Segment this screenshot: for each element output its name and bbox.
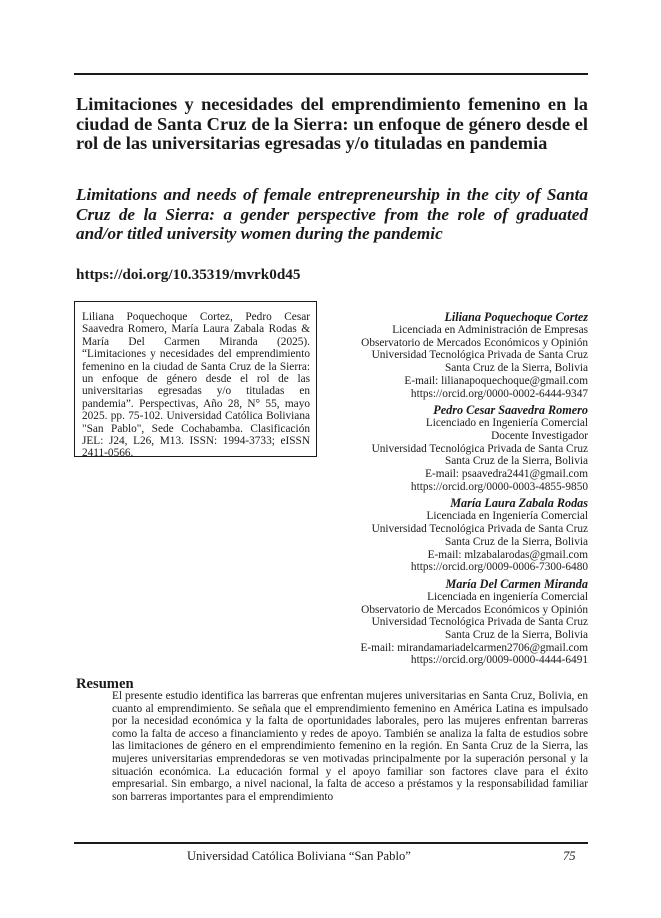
author-email[interactable]: E-mail: mlzabalarodas@gmail.com [427, 548, 588, 561]
author-email[interactable]: E-mail: mirandamariadelcarmen2706@gmail.com [360, 641, 588, 654]
footer-institution: Universidad Católica Boliviana “San Pablo” [187, 849, 411, 863]
author-university: Universidad Tecnológica Privada de Santa Cruz [371, 349, 588, 362]
author-block [298, 578, 588, 667]
author-orcid[interactable]: https://orcid.org/0009-0006-7300-6480 [410, 561, 588, 574]
author-location: Santa Cruz de la Sierra, Bolivia [444, 535, 588, 548]
author-block [298, 311, 588, 400]
author-block [298, 497, 588, 574]
title-spanish: Limitaciones y necesidades del emprendimiento femenino en la ciudad de Santa Cruz de la Sierra: un enfoque de género desde el rol de las universitarias egresadas y/o tituladas en pandemia [76, 94, 588, 154]
author-affiliation: Observatorio de Mercados Económicos y Opinión [361, 336, 588, 349]
author-name: María Laura Zabala Rodas [450, 496, 588, 511]
author-location: Santa Cruz de la Sierra, Bolivia [444, 362, 588, 375]
title-english: Limitations and needs of female entrepreneurship in the city of Santa Cruz de la Sierra: a gender perspective from the role of graduated and/or titled university women during the pandemic [76, 185, 588, 244]
page-number: 75 [563, 849, 576, 863]
author-name: Pedro Cesar Saavedra Romero [433, 403, 588, 418]
author-email[interactable]: E-mail: lilianapoquechoque@gmail.com [404, 374, 588, 387]
author-orcid[interactable]: https://orcid.org/0000-0003-4855-9850 [410, 480, 588, 493]
author-email[interactable]: E-mail: psaavedra2441@gmail.com [425, 468, 588, 481]
citation-text: Liliana Poquechoque Cortez, Pedro Cesar Saavedra Romero, María Laura Zabala Rodas & María Del Carmen Miranda (2025). “Limitaciones y necesidades del emprendimiento femenino en la ciudad de Santa Cruz de la Sierra: un enfoque de género desde el rol de las universitarias egresadas y/o tituladas en pandemia”. Perspectivas, Año 28, N° 55, mayo 2025. pp. 75-102. Universidad Católica Boliviana "San Pablo", Sede Cochabamba. Clasificación JEL: J24, L26, M13. ISSN: 1994-3733; eISSN 2411-0566. [82, 311, 310, 460]
author-degree: Licenciada en Administración de Empresas [392, 324, 588, 336]
author-affiliation: Observatorio de Mercados Económicos y Opinión [361, 603, 588, 616]
top-rule [74, 73, 588, 75]
author-degree: Licenciada en Ingeniería Comercial [426, 510, 588, 523]
author-role: Docente Investigador [491, 429, 588, 442]
author-orcid[interactable]: https://orcid.org/0009-0000-4444-6491 [410, 654, 588, 667]
author-location: Santa Cruz de la Sierra, Bolivia [444, 455, 588, 468]
author-name: María Del Carmen Miranda [445, 576, 588, 591]
author-location: Santa Cruz de la Sierra, Bolivia [444, 629, 588, 642]
abstract-text: El presente estudio identifica las barreras que enfrentan mujeres universitarias en Santa Cruz, Bolivia, en cuanto al emprendimiento. Se señala que el emprendimiento femenino en América Latina es impulsado por la necesidad económica y la falta de oportunidades laborales, pero las mujeres enfrentan barreras como la falta de acceso a financiamiento y redes de apoyo. También se analiza la falta de estudios sobre las limitaciones de género en el emprendimiento femenino en la región. En Santa Cruz de la Sierra, las mujeres universitarias emprendedoras se ven motivadas principalmente por la superación personal y la situación económica. La educación formal y el apoyo familiar son factores clave para el éxito empresarial. Sin embargo, a nivel nacional, la falta de acceso a préstamos y la responsabilidad familiar son barreras importantes para el emprendimiento [112, 690, 588, 803]
footer-rule [74, 842, 588, 844]
doi-link[interactable]: https://doi.org/10.35319/mvrk0d45 [76, 266, 301, 283]
citation-box [74, 301, 317, 460]
author-orcid[interactable]: https://orcid.org/0000-0002-6444-9347 [410, 387, 588, 400]
author-name: Liliana Poquechoque Cortez [444, 310, 588, 324]
author-degree: Licenciado en Ingeniería Comercial [425, 417, 588, 430]
author-university: Universidad Tecnológica Privada de Santa Cruz [371, 442, 588, 455]
author-degree: Licenciada en ingeniería Comercial [427, 590, 588, 603]
author-university: Universidad Tecnológica Privada de Santa Cruz [371, 616, 588, 629]
author-university: Universidad Tecnológica Privada de Santa Cruz [371, 523, 588, 536]
author-block [298, 404, 588, 493]
abstract-heading: Resumen [76, 676, 134, 692]
author-list [298, 311, 588, 671]
